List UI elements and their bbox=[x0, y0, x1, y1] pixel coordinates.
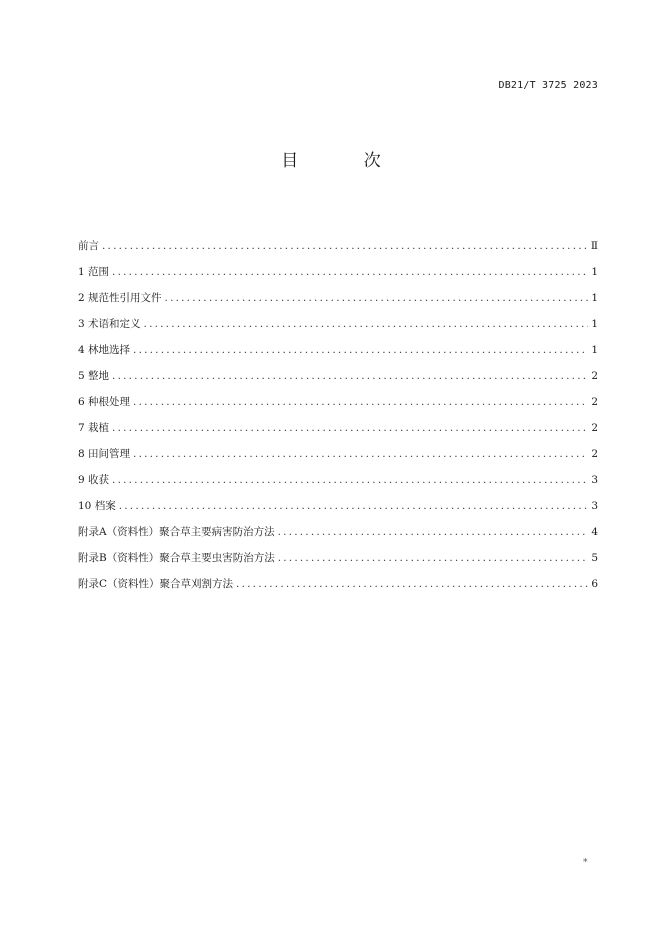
toc-leader-dots bbox=[112, 474, 588, 486]
toc-entry-label: 9 收获 bbox=[78, 474, 110, 486]
toc-entry[interactable] bbox=[78, 238, 598, 264]
toc-entry-page: 5 bbox=[591, 552, 598, 564]
toc-entry[interactable] bbox=[78, 524, 598, 550]
toc-entry-label: 8 田间管理 bbox=[78, 448, 131, 460]
toc-leader-dots bbox=[133, 396, 588, 408]
toc-entry[interactable] bbox=[78, 498, 598, 524]
toc-entry-label: 7 栽植 bbox=[78, 422, 110, 434]
toc-entry-label: 3 术语和定义 bbox=[78, 318, 141, 330]
toc-entry-label: 4 林地选择 bbox=[78, 344, 131, 356]
toc-entry-label: 前言 bbox=[78, 240, 99, 252]
toc-entry-label: 6 种根处理 bbox=[78, 396, 131, 408]
toc-leader-dots bbox=[102, 240, 588, 252]
toc-entry[interactable] bbox=[78, 264, 598, 290]
footer-mark: * bbox=[583, 858, 588, 868]
toc-entry-page: 1 bbox=[591, 266, 598, 278]
toc-entry-page: Ⅱ bbox=[590, 240, 598, 252]
toc-leader-dots bbox=[278, 552, 589, 564]
page-title: 目 次 bbox=[281, 151, 411, 171]
toc-leader-dots bbox=[278, 526, 589, 538]
toc-entry[interactable] bbox=[78, 550, 598, 576]
toc-leader-dots bbox=[112, 370, 588, 382]
toc-entry-page: 2 bbox=[591, 370, 598, 382]
toc-entry-page: 3 bbox=[591, 474, 598, 486]
toc-leader-dots bbox=[119, 500, 589, 512]
toc-entry-page: 1 bbox=[591, 344, 598, 356]
toc-entry[interactable] bbox=[78, 368, 598, 394]
toc-entry-page: 6 bbox=[591, 578, 598, 590]
toc-entry-page: 1 bbox=[591, 292, 598, 304]
document-code: DB21/T 3725 2023 bbox=[498, 80, 598, 91]
toc-entry-label: 5 整地 bbox=[78, 370, 110, 382]
toc-entry-label: 2 规范性引用文件 bbox=[78, 292, 162, 304]
toc-leader-dots bbox=[133, 448, 588, 460]
toc-leader-dots bbox=[144, 318, 589, 330]
toc-entry[interactable] bbox=[78, 472, 598, 498]
toc-entry[interactable] bbox=[78, 394, 598, 420]
toc-entry-page: 2 bbox=[591, 396, 598, 408]
toc-entry[interactable] bbox=[78, 420, 598, 446]
toc-entry[interactable] bbox=[78, 342, 598, 368]
toc-leader-dots bbox=[133, 344, 588, 356]
toc-entry-label: 1 范围 bbox=[78, 266, 110, 278]
toc-entry-page: 1 bbox=[591, 318, 598, 330]
toc-entry-label: 附录A（资料性）聚合草主要病害防治方法 bbox=[78, 526, 275, 538]
toc-entry-page: 2 bbox=[591, 422, 598, 434]
toc-leader-dots bbox=[165, 292, 589, 304]
toc-entry-label: 10 档案 bbox=[78, 500, 116, 512]
toc-entry-page: 3 bbox=[591, 500, 598, 512]
toc-entry[interactable] bbox=[78, 290, 598, 316]
toc-entry[interactable] bbox=[78, 576, 598, 602]
table-of-contents bbox=[78, 238, 598, 602]
toc-leader-dots bbox=[112, 266, 588, 278]
toc-entry-page: 2 bbox=[591, 448, 598, 460]
toc-entry-label: 附录C（资料性）聚合草刈割方法 bbox=[78, 578, 234, 590]
toc-leader-dots bbox=[236, 578, 588, 590]
toc-entry[interactable] bbox=[78, 316, 598, 342]
toc-entry-label: 附录B（资料性）聚合草主要虫害防治方法 bbox=[78, 552, 275, 564]
toc-entry[interactable] bbox=[78, 446, 598, 472]
toc-entry-page: 4 bbox=[591, 526, 598, 538]
toc-leader-dots bbox=[112, 422, 588, 434]
